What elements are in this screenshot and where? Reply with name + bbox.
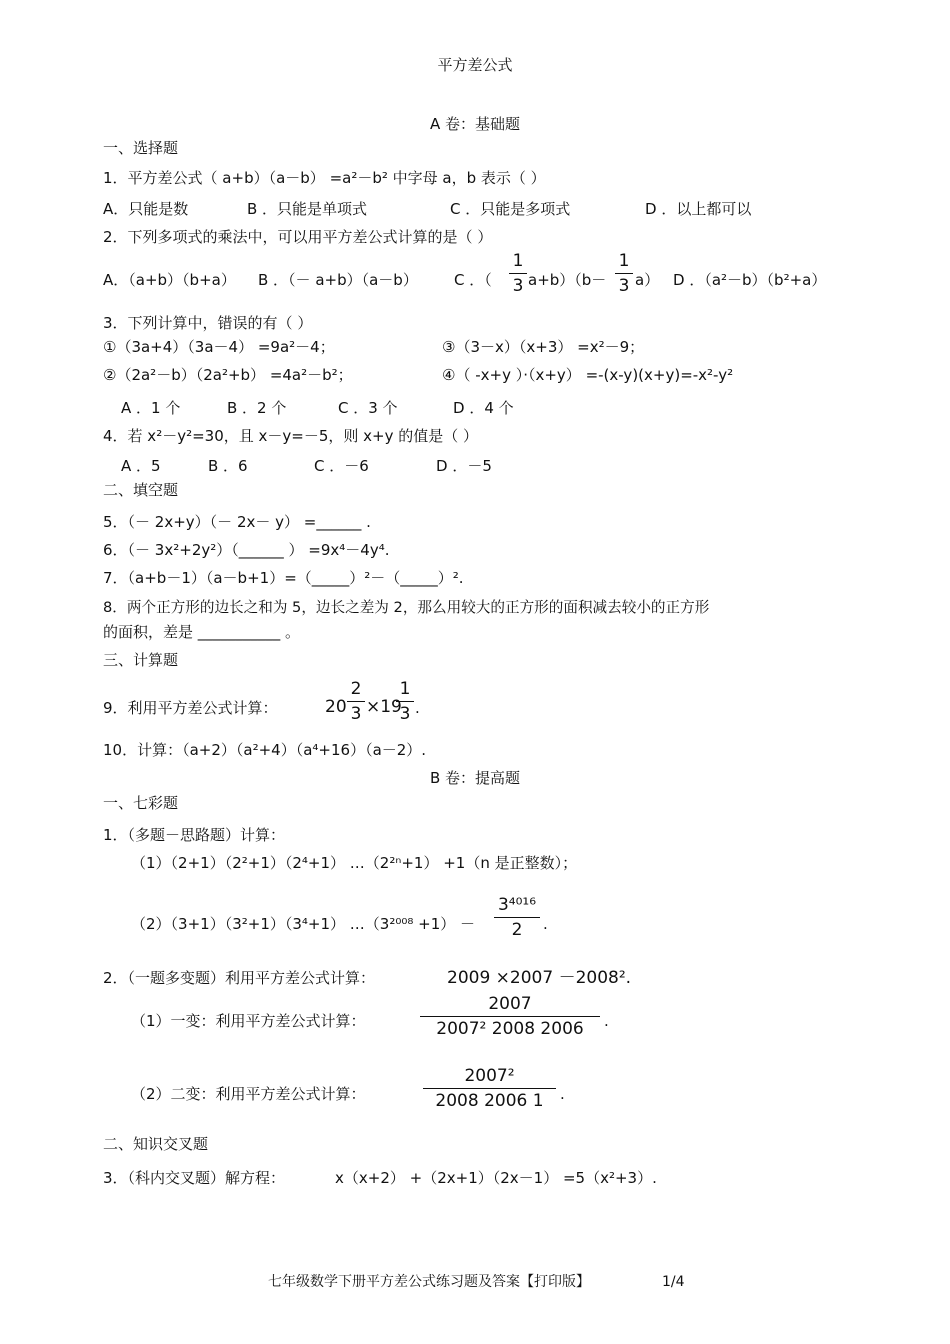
option-c: C ．－6 bbox=[314, 457, 369, 475]
fraction-two-thirds bbox=[347, 679, 365, 724]
variant-1-fraction bbox=[420, 994, 600, 1039]
question-b1-part-2: （2）（3+1）（3²+1）（3⁴+1） …（3²⁰⁰⁸ +1） － bbox=[131, 915, 476, 933]
fraction-one-third bbox=[396, 679, 414, 724]
question-9-label: 9．利用平方差公式计算： bbox=[103, 699, 278, 717]
fraction-numerator: 3⁴⁰¹⁶ bbox=[497, 895, 537, 915]
question-b3-label: 3．（科内交叉题）解方程： bbox=[103, 1169, 286, 1187]
question-b1: 1．（多题－思路题）计算： bbox=[103, 826, 286, 844]
option-a: A ．1 个 bbox=[121, 399, 181, 417]
fraction-numerator: 2 bbox=[350, 679, 362, 699]
fraction-numerator: 1 bbox=[618, 251, 630, 271]
fraction-bar bbox=[494, 917, 540, 918]
fraction-bar bbox=[423, 1088, 556, 1089]
question-7: 7．（a+b－1）（a－b+1）=（_____）²－（_____）². bbox=[103, 569, 464, 587]
page-number: 1/4 bbox=[662, 1274, 685, 1290]
option-d: D ．以上都可以 bbox=[645, 200, 752, 218]
fraction-denominator: 2 bbox=[511, 920, 523, 940]
page-title: 平方差公式 bbox=[437, 56, 513, 74]
question-8-line-1: 8．两个正方形的边长之和为 5，边长之差为 2，那么用较大的正方形的面积减去较小的正方形 bbox=[103, 599, 710, 616]
question-2: 2．下列多项式的乘法中，可以用平方差公式计算的是（ ） bbox=[103, 228, 493, 246]
fraction-bar bbox=[420, 1016, 600, 1017]
period: . bbox=[543, 915, 548, 933]
option-c: C ．3 个 bbox=[338, 399, 398, 417]
fraction-denominator: 2007² 2008 2006 bbox=[436, 1019, 584, 1039]
statement-2: ②（2a²－b）（2a²+b） =4a²－b²； bbox=[103, 366, 353, 384]
option-a: A ．5 bbox=[121, 457, 161, 475]
option-c-prefix: C ．（ bbox=[454, 271, 492, 289]
variant-1-label: （1）一变：利用平方差公式计算： bbox=[131, 1012, 366, 1030]
question-1: 1．平方差公式（ a+b）（a－b） =a²－b² 中字母 a，b 表示（ ） bbox=[103, 169, 546, 187]
question-8-line-2: 的面积，差是 ___________ 。 bbox=[103, 623, 301, 641]
statement-4: ④（ -x+y ）·（x+y） =-(x-y)(x+y)=-x²-y² bbox=[442, 366, 734, 384]
option-b: B ．2 个 bbox=[227, 399, 287, 417]
option-d: D ．－5 bbox=[436, 457, 492, 475]
statement-3: ③（3－x）（x+3） =x²－9； bbox=[442, 338, 645, 356]
period: . bbox=[604, 1012, 609, 1030]
mixed-number-whole: 20 bbox=[325, 697, 347, 717]
statement-1: ①（3a+4）（3a－4） =9a²－4； bbox=[103, 338, 335, 356]
option-d: D ．4 个 bbox=[453, 399, 514, 417]
question-b1-part-1: （1）（2+1）（2²+1）（2⁴+1） …（2²ⁿ+1） +1（n 是正整数）； bbox=[131, 854, 578, 872]
section-heading: 一、选择题 bbox=[103, 139, 179, 157]
fraction-numerator: 1 bbox=[399, 679, 411, 699]
fraction-numerator: 1 bbox=[512, 251, 524, 271]
question-3: 3．下列计算中，错误的有（ ） bbox=[103, 314, 313, 332]
section-heading: 三、计算题 bbox=[103, 651, 179, 669]
variant-2-label: （2）二变：利用平方差公式计算： bbox=[131, 1085, 366, 1103]
option-d: D ．（a²－b）（b²+a） bbox=[673, 271, 827, 289]
fraction-numerator: 2007² bbox=[464, 1066, 515, 1086]
fraction-denominator: 3 bbox=[512, 276, 524, 296]
option-b: B ．（－ a+b）（a－b） bbox=[258, 271, 418, 289]
question-4: 4．若 x²－y²=30，且 x－y=－5，则 x+y 的值是（ ） bbox=[103, 427, 479, 445]
fraction-bar bbox=[396, 701, 414, 702]
part-a-heading: A 卷：基础题 bbox=[429, 115, 521, 133]
period: . bbox=[415, 699, 420, 717]
section-heading: 二、填空题 bbox=[103, 481, 179, 499]
option-a: A．（a+b）（b+a） bbox=[103, 271, 236, 289]
fraction-denominator: 3 bbox=[399, 704, 411, 724]
fraction-power-over-two bbox=[494, 895, 540, 940]
fraction-bar bbox=[347, 701, 365, 702]
fraction-bar bbox=[615, 273, 633, 274]
times-nineteen: ×19 bbox=[366, 697, 402, 717]
variant-2-fraction bbox=[423, 1066, 556, 1111]
fraction-one-third bbox=[509, 251, 527, 296]
question-b3-equation: x（x+2） +（2x+1）（2x－1） =5（x²+3）. bbox=[335, 1169, 657, 1187]
question-10: 10．计算：（a+2）（a²+4）（a⁴+16）（a－2）. bbox=[103, 741, 427, 759]
option-b: B ．6 bbox=[208, 457, 248, 475]
question-6: 6．（－ 3x²+2y²）（______ ） =9x⁴－4y⁴. bbox=[103, 541, 390, 559]
part-b-heading: B 卷：提高题 bbox=[430, 769, 521, 787]
option-c: C ．只能是多项式 bbox=[450, 200, 571, 218]
option-c-middle: a+b）（b－ bbox=[528, 271, 607, 289]
fraction-one-third bbox=[615, 251, 633, 296]
option-a: A．只能是数 bbox=[103, 200, 189, 218]
fraction-denominator: 3 bbox=[350, 704, 362, 724]
question-5: 5．（－ 2x+y）（－ 2x－ y） =______ . bbox=[103, 513, 371, 531]
section-heading: 二、知识交叉题 bbox=[103, 1135, 209, 1153]
question-b2: 2．（一题多变题）利用平方差公式计算： bbox=[103, 969, 376, 987]
section-heading: 一、七彩题 bbox=[103, 794, 179, 812]
fraction-denominator: 2008 2006 1 bbox=[435, 1091, 544, 1111]
fraction-numerator: 2007 bbox=[488, 994, 532, 1014]
fraction-bar bbox=[509, 273, 527, 274]
option-b: B ．只能是单项式 bbox=[247, 200, 368, 218]
fraction-denominator: 3 bbox=[618, 276, 630, 296]
period: . bbox=[560, 1085, 565, 1103]
question-b2-expression: 2009 ×2007 －2008². bbox=[447, 968, 632, 988]
footer-text: 七年级数学下册平方差公式练习题及答案【打印版】 bbox=[268, 1274, 590, 1290]
option-c-suffix: a） bbox=[635, 271, 660, 289]
